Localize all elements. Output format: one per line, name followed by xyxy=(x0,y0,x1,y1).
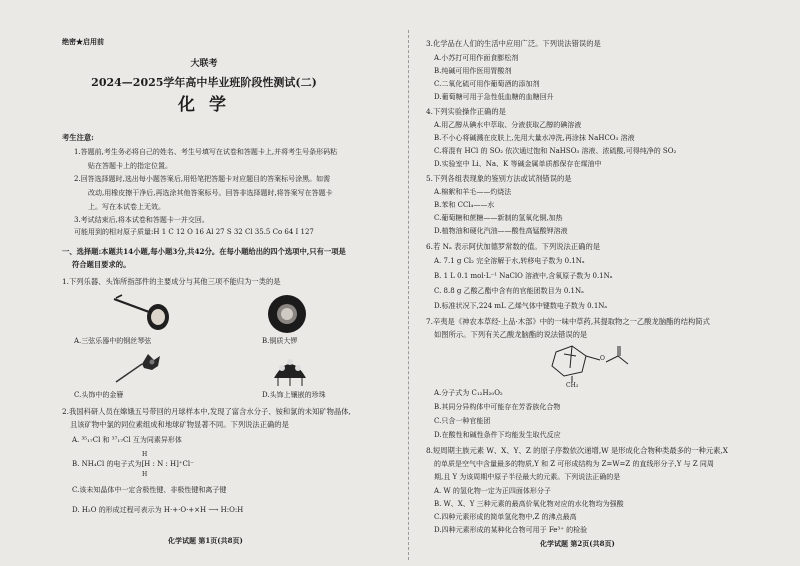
q4-option-b: B.不小心将碱溅在皮肤上,先用大量水冲洗,再涂抹 NaHCO₃ 溶液 xyxy=(434,134,635,142)
q6-option-a: A. 7.1 g Cl₂ 完全溶解于水,转移电子数为 0.1Nₐ xyxy=(434,257,585,265)
q5-option-a: A.棉絮和羊毛——灼烧法 xyxy=(434,188,512,196)
subject-title: 化 学 xyxy=(178,95,230,115)
molecule-ester-o: O xyxy=(600,355,605,362)
page-divider xyxy=(408,30,409,560)
q6-option-d: D.标准状况下,224 mL 乙烯气体中键数电子数为 0.1Nₐ xyxy=(434,302,608,310)
q4-option-a: A.用乙醇从碘水中萃取、分液获取乙醇的碘溶液 xyxy=(434,121,582,129)
q1-option-d: D.头饰上镶嵌的珍珠 xyxy=(262,391,326,399)
q6-stem: 6.若 Nₐ 表示阿伏加德罗常数的值。下列说法正确的是 xyxy=(426,242,601,251)
notice-line: 3.考试结束后,将本试卷和答题卡一并交回。 xyxy=(74,216,209,224)
footer-page-2: 化学试题 第2页(共8页) xyxy=(540,539,615,548)
q7-stem-cont: 如图所示。下列有关乙酸龙脑酯的说法错误的是 xyxy=(434,330,588,339)
q2-stem-cont: 且该矿物中氯的同位素组成和地球矿物显著不同。下列说法正确的是 xyxy=(70,420,289,429)
q2-option-c: C.该未知晶体中一定含极性键、非极性键和离子键 xyxy=(72,486,227,494)
q1-option-c: C.头饰中的金簪 xyxy=(74,391,124,399)
q7-option-c: C.只含一种官能团 xyxy=(434,417,491,425)
q2-option-d: D. H₂O 的形成过程可表示为 H·+·O·+×H ⟶ H:O:H xyxy=(72,506,244,514)
q5-option-c: C.葡萄糖和蔗糖——新制的氢氧化铜,加热 xyxy=(434,214,563,222)
notice-line: 改动,用橡皮擦干净后,再选涂其他答案标号。回答非选择题时,将答案写在答题卡 xyxy=(88,189,333,197)
exam-title: 2024—2025学年高中毕业班阶段性测试(二) xyxy=(91,76,317,89)
q3-stem: 3.化学品在人们的生活中应用广泛。下列说法错误的是 xyxy=(426,39,601,48)
q4-option-c: C.将混有 HCl 的 SO₂ 依次通过饱和 NaHSO₃ 溶液、浓硫酸,可得纯净的 SO₂ xyxy=(434,147,677,155)
q5-option-d: D.植物油和硬化汽油——酸性高锰酸钾溶液 xyxy=(434,227,568,235)
exam-org: 大联考 xyxy=(190,59,218,69)
q2-option-b: B. NH₄Cl 的电子式为[H : N : H]⁺Cl⁻ xyxy=(72,460,194,468)
section-heading-cont: 符合题目要求的。 xyxy=(72,260,131,269)
notice-line: 1.答题前,考生务必将自己的姓名、考生号填写在试卷和答题卡上,并将考生号条形码粘 xyxy=(74,148,338,156)
bornyl-acetate-structure xyxy=(542,342,662,386)
q1-option-b: B.铜质大锣 xyxy=(262,337,298,345)
q5-option-b: B.苯和 CCl₄——水 xyxy=(434,201,495,209)
notice-line: 贴在答题卡上的指定位置。 xyxy=(88,162,172,170)
q7-stem: 7.辛夷是《神农本草经·上品·木部》中的一味中草药,其提取物之一乙酸龙脑酯的结构简式 xyxy=(426,317,710,326)
q8-stem-cont: 期,且 Y 为该周期中原子半径最大的元素。下列说法正确的是 xyxy=(434,473,621,481)
q7-option-d: D.在酸性和碱性条件下均能发生取代反应 xyxy=(434,431,561,439)
gold-hairpin-illustration xyxy=(112,350,164,386)
notice-line: 2.回答选择题时,选出每小题答案后,用铅笔把答题卡对应题目的答案标号涂黑。如需 xyxy=(74,175,331,183)
secret-mark: 绝密★启用前 xyxy=(62,37,104,46)
q7-option-b: B.其同分异构体中可能存在芳香族化合物 xyxy=(434,403,561,411)
q2-option-a: A. ³⁵₁₇Cl 和 ³⁷₁₇Cl 互为同素异形体 xyxy=(72,436,182,444)
q4-stem: 4.下列实验操作正确的是 xyxy=(426,107,506,116)
q2-stem: 2.我国科研人员在嫦娥五号带回的月球样本中,发现了富含水分子、铵和氯的未知矿物晶体, xyxy=(62,407,351,416)
q4-option-d: D.实验室中 Li、Na、K 等碱金属单质都保存在煤油中 xyxy=(434,160,602,168)
right-page xyxy=(412,0,800,566)
q3-option-b: B.纯碱可用作医用胃酸剂 xyxy=(434,67,512,75)
section-heading: 一、选择题:本题共14小题,每小题3分,共42分。在每小题给出的四个选项中,只有一项是 xyxy=(62,247,346,256)
notice-line: 上。写在本试卷上无效。 xyxy=(88,203,165,211)
sanxian-instrument-illustration xyxy=(110,293,172,335)
q8-option-b: B. W、X、Y 三种元素的最高价氧化物对应的水化物均为强酸 xyxy=(434,500,624,508)
q1-option-a: A.三弦乐器中的钢丝琴弦 xyxy=(74,337,152,345)
footer-page-1: 化学试题 第1页(共8页) xyxy=(168,536,243,545)
q5-stem: 5.下列各组表现象的鉴别方法或试剂错误的是 xyxy=(426,174,572,183)
q6-option-c: C. 8.8 g 乙酸乙酯中含有的官能团数目为 0.1Nₐ xyxy=(434,287,584,295)
q8-option-a: A. W 的氢化物一定为正四面体形分子 xyxy=(434,487,551,495)
copper-gong-illustration xyxy=(265,293,309,335)
q3-option-d: D.葡萄糖可用于急性低血糖的血糖回升 xyxy=(434,93,554,101)
q2-option-b-h-bottom: H xyxy=(142,471,148,478)
q2-option-b-h-top: H xyxy=(142,451,148,458)
pearl-headdress-illustration xyxy=(268,348,312,388)
q3-option-a: A.小苏打可用作面食膨松剂 xyxy=(434,54,519,62)
molecule-methyl-label: CH₃ xyxy=(566,382,579,389)
notice-title: 考生注意: xyxy=(62,133,94,142)
atomic-mass-line: 可能用到的相对原子质量:H 1 C 12 O 16 Al 27 S 32 Cl 35.5 Co 64 I 127 xyxy=(74,228,314,236)
q1-stem: 1.下列乐器、头饰所指部件的主要成分与其他三项不能归为一类的是 xyxy=(62,277,281,286)
q8-stem: 8.短周期主族元素 W、X、Y、Z 的原子序数依次递增,W 是形成化合物种类最多的一种元素,X xyxy=(426,446,728,455)
q7-option-a: A.分子式为 C₁₂H₂₀O₂ xyxy=(434,389,503,397)
q6-option-b: B. 1 L 0.1 mol·L⁻¹ NaClO 溶液中,含氧原子数为 0.1Nₐ xyxy=(434,272,613,280)
q8-stem-cont: 的单质是空气中含量最多的物质,Y 和 Z 可形成结构为 Z=W=Z 的直线形分子,Y 与 Z 同周 xyxy=(434,460,714,468)
q8-option-c: C.四种元素形成的简单氢化物中,Z 的沸点最高 xyxy=(434,513,577,521)
q8-option-d: D.四种元素形成的某种化合物可用于 Fe³⁺ 的检验 xyxy=(434,526,588,534)
q3-option-c: C.二氧化硫可用作葡萄酒的添加剂 xyxy=(434,80,540,88)
